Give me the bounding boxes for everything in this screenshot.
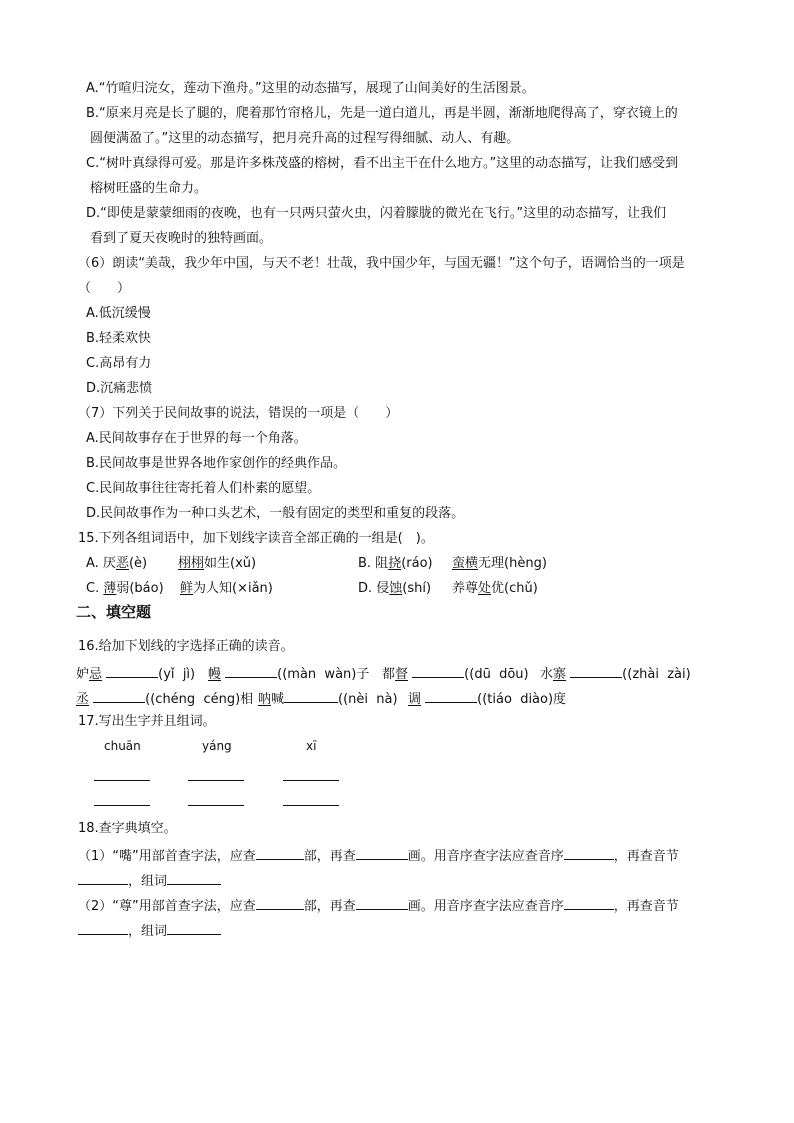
- q16-2-underlined: 幔: [208, 667, 222, 682]
- q15-b-underlined: 挠: [388, 556, 402, 571]
- q18-2-zuci: ，组词: [128, 924, 168, 939]
- q16-item-7: [408, 688, 566, 709]
- q16-7-options: ((tiáo diào)度: [477, 692, 567, 707]
- q16-item-6: [258, 688, 398, 709]
- q15-option-a: [86, 555, 147, 573]
- q15-a2-rest: 如生(xǔ): [204, 556, 257, 571]
- q17-pinyin-1: chuān: [104, 739, 141, 753]
- q16-item-5: [76, 688, 253, 709]
- option-c-line1: C.“树叶真绿得可爱。那是许多株茂盛的榕树，看不出主干在什么地方。”这里的动态描写，让我们感受到: [86, 156, 679, 171]
- q16-4-underlined: 寨: [553, 667, 567, 682]
- q15-a2-underlined: 栩栩: [178, 556, 205, 571]
- q6-option-a: A.低沉缓慢: [86, 306, 151, 321]
- answer-blank[interactable]: [167, 920, 221, 935]
- answer-blank[interactable]: [93, 688, 145, 703]
- q15-d2-underlined: 处: [478, 581, 492, 596]
- q15-c-prefix: C.: [86, 581, 104, 596]
- answer-blank[interactable]: [570, 663, 622, 678]
- q15-d2-rest: 优(chǔ): [491, 581, 538, 596]
- q17-pinyin-3: xī: [306, 739, 317, 753]
- q18-part2-line2: [78, 920, 221, 941]
- q15-a-prefix: A. 厌: [86, 556, 116, 571]
- q15-a-underlined: 恶: [115, 556, 129, 571]
- option-d-line1: D.“即使是蒙蒙细雨的夜晚，也有一只两只萤火虫，闪着朦胧的微光在飞行。”这里的动态描写，让我们: [86, 206, 667, 221]
- q15-b-prefix: B. 阻: [358, 556, 389, 571]
- q15-option-b: [358, 555, 433, 573]
- q16-item-1: [76, 663, 195, 684]
- q16-item-2: [208, 663, 369, 684]
- q16-5-underlined: 丞: [76, 692, 90, 707]
- answer-blank[interactable]: [564, 895, 614, 910]
- q15-option-d: [358, 580, 431, 598]
- q16-1-pre: 妒: [76, 667, 90, 682]
- q18-1-bu: 部，再查: [303, 849, 356, 864]
- q15-option-c: [86, 580, 164, 598]
- q15-a-pinyin: (è): [128, 556, 148, 571]
- q15-stem: 15.下列各组词语中，加下划线字读音全部正确的一组是( )。: [78, 531, 434, 546]
- q15-d-pinyin: (shí): [402, 581, 432, 596]
- q16-2-options: ((màn wàn)子: [277, 667, 370, 682]
- q15-c2-underlined: 鲜: [180, 581, 194, 596]
- q6-option-d: D.沉痛悲愤: [86, 381, 153, 396]
- q16-5-options: ((chéng céng)相: [145, 692, 254, 707]
- answer-blank[interactable]: [106, 663, 158, 678]
- answer-blank[interactable]: [412, 663, 464, 678]
- q16-stem: 16.给加下划线的字选择正确的读音。: [78, 639, 294, 654]
- q16-4-pre: 水: [540, 667, 554, 682]
- answer-blank[interactable]: [425, 688, 477, 703]
- q15-b-pinyin: (ráo): [401, 556, 433, 571]
- q15-d2-prefix: 养尊: [452, 581, 479, 596]
- answer-blank[interactable]: [356, 845, 408, 860]
- q15-c-rest: 弱(báo): [116, 581, 164, 596]
- q18-part1-line1: [78, 845, 679, 866]
- answer-blank[interactable]: [356, 895, 408, 910]
- q17-pinyin-2: yáng: [202, 739, 232, 753]
- q15-option-b-word2: [452, 555, 547, 573]
- section-heading: 二、填空题: [76, 603, 152, 621]
- q16-item-4: [540, 663, 691, 684]
- q18-2-bu: 部，再查: [303, 899, 356, 914]
- q15-option-d-word2: [452, 580, 538, 598]
- q7-option-b: B.民间故事是世界各地作家创作的经典作品。: [86, 456, 347, 471]
- q16-3-pre: 都: [382, 667, 396, 682]
- q18-1-zuci: ，组词: [128, 874, 168, 889]
- q18-1-zaicha: ，再查音节: [613, 849, 679, 864]
- q16-1-underlined: 忌: [89, 667, 103, 682]
- q16-3-underlined: 督: [395, 667, 409, 682]
- q17-char-blank-1[interactable]: [94, 780, 150, 781]
- q15-b2-underlined: 蛮横: [452, 556, 479, 571]
- answer-blank[interactable]: [256, 895, 304, 910]
- option-b-line2: 圆便满盈了。”这里的动态描写，把月亮升高的过程写得细腻、动人、有趣。: [90, 131, 520, 146]
- q17-stem: 17.写出生字并且组词。: [78, 714, 216, 729]
- q17-char-blank-3[interactable]: [283, 780, 339, 781]
- answer-blank[interactable]: [284, 688, 338, 703]
- q15-option-a-word2: [178, 555, 256, 573]
- q17-word-blank-3[interactable]: [283, 805, 339, 806]
- q18-1-prompt: （1）“嘴”用部首查字法，应查: [78, 849, 256, 864]
- q16-item-3: [382, 663, 529, 684]
- q15-b2-rest: 无理(hèng): [478, 556, 547, 571]
- option-c-line2: 榕树旺盛的生命力。: [90, 181, 208, 196]
- q16-6-underlined: 呐: [258, 692, 272, 707]
- q18-part1-line2: [78, 870, 221, 891]
- q7-option-c: C.民间故事往往寄托着人们朴素的愿望。: [86, 481, 321, 496]
- q15-c-underlined: 薄: [103, 581, 117, 596]
- option-a: A.“竹喧归浣女，莲动下渔舟。”这里的动态描写，展现了山间美好的生活图景。: [86, 81, 535, 96]
- q6-stem-line2: （ ）: [78, 281, 131, 296]
- answer-blank[interactable]: [167, 870, 221, 885]
- q16-7-underlined: 调: [408, 692, 422, 707]
- q18-part2-line1: [78, 895, 679, 916]
- q15-option-c-word2: [180, 580, 273, 598]
- q18-2-zaicha: ，再查音节: [613, 899, 679, 914]
- q15-d-prefix: D. 侵: [358, 581, 390, 596]
- q18-1-hua: 画。用音序查字法应查音序: [407, 849, 564, 864]
- q16-6-post: 喊: [271, 692, 285, 707]
- q18-2-prompt: （2）“尊”用部首查字法，应查: [78, 899, 256, 914]
- q17-word-blank-1[interactable]: [94, 805, 150, 806]
- q17-char-blank-2[interactable]: [188, 780, 244, 781]
- q18-stem: 18.查字典填空。: [78, 821, 177, 836]
- q15-d-underlined: 蚀: [389, 581, 403, 596]
- q17-word-blank-2[interactable]: [188, 805, 244, 806]
- answer-blank[interactable]: [225, 663, 277, 678]
- q15-c2-rest: 为人知(×iǎn): [193, 581, 273, 596]
- q16-1-options: (yǐ jì): [158, 667, 196, 682]
- q16-4-options: ((zhài zài): [622, 667, 691, 682]
- q6-option-b: B.轻柔欢快: [86, 331, 152, 346]
- q7-stem: （7）下列关于民间故事的说法，错误的一项是（ ）: [78, 406, 399, 421]
- q7-option-a: A.民间故事存在于世界的每一个角落。: [86, 431, 307, 446]
- option-b-line1: B.“原来月亮是长了腿的，爬着那竹帘格儿，先是一道白道儿，再是半圆，渐渐地爬得高了，穿衣镜上的: [86, 106, 678, 121]
- answer-blank[interactable]: [78, 920, 128, 935]
- q7-option-d: D.民间故事作为一种口头艺术，一般有固定的类型和重复的段落。: [86, 506, 465, 521]
- q6-option-c: C.高昂有力: [86, 356, 152, 371]
- q16-3-options: ((dū dōu): [464, 667, 529, 682]
- q18-2-hua: 画。用音序查字法应查音序: [407, 899, 564, 914]
- answer-blank[interactable]: [564, 845, 614, 860]
- answer-blank[interactable]: [256, 845, 304, 860]
- q16-6-options: ((nèi nà): [338, 692, 398, 707]
- answer-blank[interactable]: [78, 870, 128, 885]
- q6-stem-line1: （6）朗读“美哉，我少年中国，与天不老！壮哉，我中国少年，与国无疆！”这个句子，语调恰当的一项是: [78, 256, 685, 271]
- option-d-line2: 看到了夏天夜晚时的独特画面。: [90, 231, 273, 246]
